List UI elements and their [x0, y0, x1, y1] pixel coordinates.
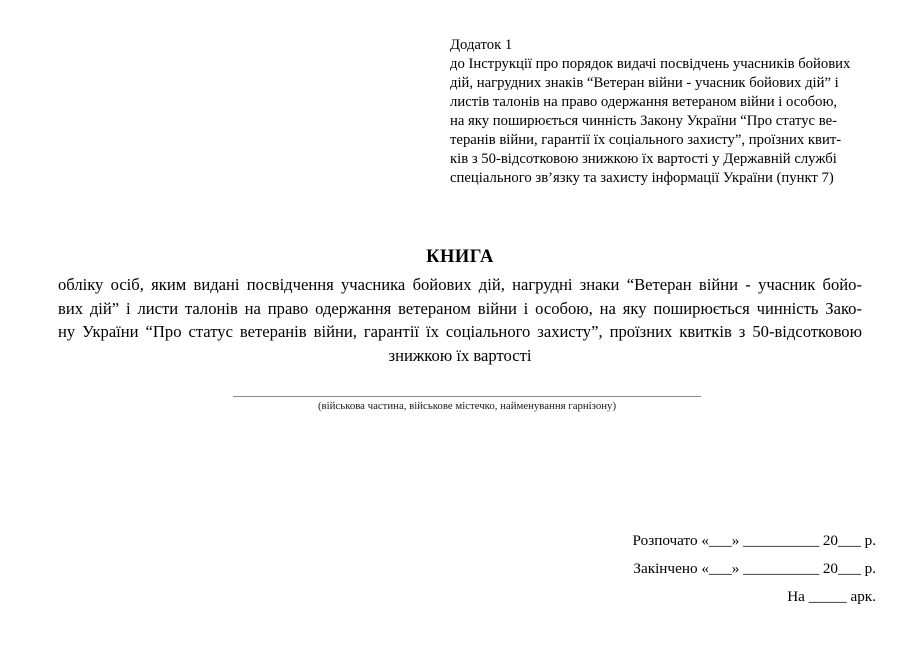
appendix-note-line: до Інструкції про порядок видачі посвідчень учасників бойових: [450, 56, 851, 72]
finished-date-line: Закінчено «___» __________ 20___ р.: [633, 560, 876, 577]
appendix-note-line: спеціального зв’язку та захисту інформації України (пункт 7): [450, 170, 834, 186]
book-description-line: обліку осіб, яким видані посвідчення учасника бойових дій, нагрудні знаки “Ветеран війни - учасник бойо-: [58, 275, 862, 294]
dates-block: [633, 527, 876, 611]
appendix-reference-note: [450, 36, 880, 188]
appendix-note-line: дій, нагрудних знаків “Ветеран війни - учасник бойових дій” і: [450, 75, 839, 91]
book-description-line: знижкою їх вартості: [388, 345, 532, 365]
book-description: [58, 273, 862, 367]
book-title: КНИГА: [426, 247, 494, 267]
unit-name-caption: (військова частина, військове містечко, найменування гарнізону): [317, 400, 617, 412]
unit-name-blank-line: [233, 396, 701, 413]
appendix-note-line: ків з 50-відсотковою знижкою їх вартості у Державній службі: [450, 151, 837, 167]
sheet-count-line: На _____ арк.: [787, 588, 876, 605]
appendix-note-line: листів талонів на право одержання ветераном війни і особою,: [450, 94, 838, 110]
book-description-line: ну України “Про статус ветеранів війни, гарантії їх соціального захисту”, проїзних квитків з 50-відсотковою: [58, 322, 862, 341]
appendix-note-line: Додаток 1: [450, 37, 513, 53]
appendix-note-line: теранів війни, гарантії їх соціального захисту”, проїзних квит-: [450, 132, 842, 148]
started-date-line: Розпочато «___» __________ 20___ р.: [632, 532, 876, 549]
book-description-line: вих дій” і листи талонів на право одержання ветераном війни і особою, на яку поширюється чинність Зако-: [58, 298, 862, 318]
appendix-note-line: на яку поширюється чинність Закону України “Про статус ве-: [450, 113, 837, 129]
